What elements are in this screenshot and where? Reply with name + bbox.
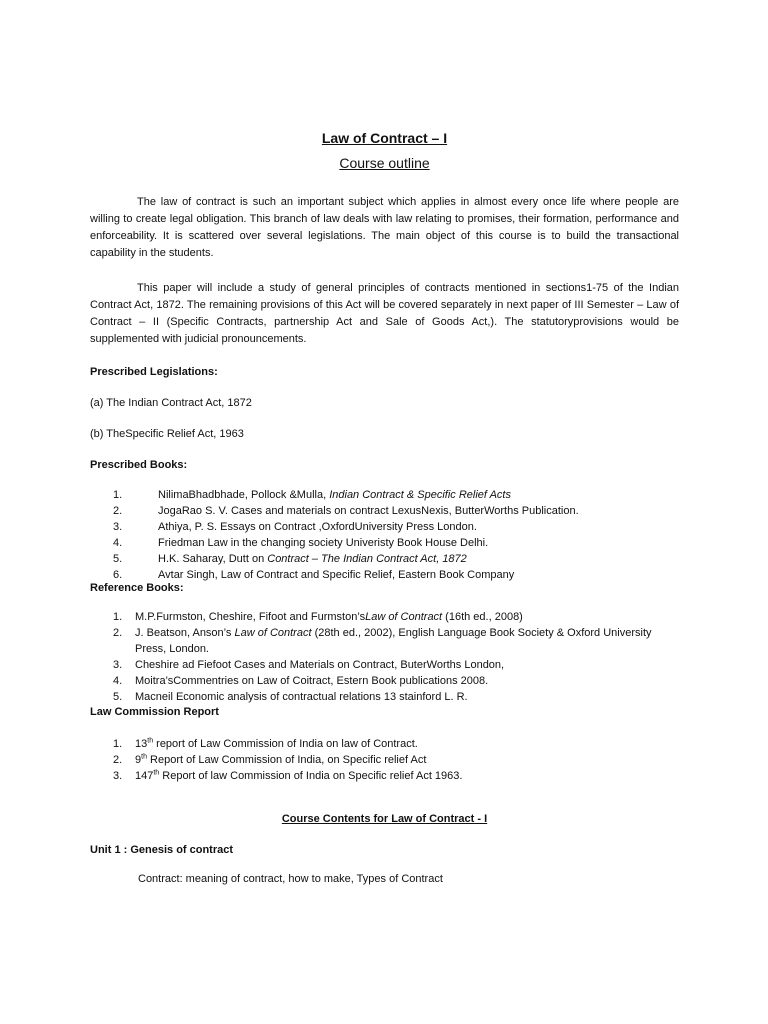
prescribed-book-item — [90, 487, 679, 503]
item-italic-title: Contract – The Indian Contract Act, 1872 — [267, 553, 467, 565]
item-text: H.K. Saharay, Dutt on — [158, 553, 268, 565]
list-number: 3. — [113, 659, 123, 671]
reference-books-list — [90, 609, 679, 705]
document-title: Law of Contract – I — [321, 130, 448, 146]
prescribed-book-item — [90, 503, 679, 519]
course-contents-heading: Course Contents for Law of Contract - I — [281, 813, 488, 825]
list-number: 3. — [113, 521, 123, 533]
item-text: M.P.Furmston, Cheshire, Fifoot and Furmston’s — [135, 611, 366, 623]
list-number: 4. — [113, 537, 123, 549]
reference-book-item — [90, 609, 679, 625]
legislations-heading: Prescribed Legislations: — [90, 366, 218, 378]
item-text: JogaRao S. V. Cases and materials on contract LexusNexis, ButterWorths Publication. — [158, 505, 579, 517]
report-number: 13 — [135, 738, 148, 750]
unit-content-line: Contract: meaning of contract, how to make, Types of Contract — [138, 873, 443, 885]
list-number: 2. — [113, 754, 123, 766]
list-number: 1. — [113, 611, 123, 623]
list-number: 6. — [113, 569, 123, 581]
legislation-item: (a) The Indian Contract Act, 1872 — [90, 397, 252, 409]
prescribed-books-heading: Prescribed Books: — [90, 459, 188, 471]
prescribed-book-item — [90, 519, 679, 535]
item-text: Athiya, P. S. Essays on Contract ,OxfordUniversity Press London. — [158, 521, 477, 533]
ordinal-suffix: th — [153, 769, 160, 777]
intro-paragraph-2: This paper will include a study of general principles of contracts mentioned in sections1-75 of the Indian Contract Act, 1872. The remaining provisions of this Act will be covered separately in next paper of III Semester – Law of Contract – II (Specific Contracts, partnership Act and Sale of Goods Act,). The statutoryprovisions would be supplemented with judicial pronouncements. — [90, 282, 679, 345]
item-text: Macneil Economic analysis of contractual relations 13 stainford L. R. — [135, 691, 468, 703]
list-number: 5. — [113, 553, 123, 565]
report-number: 147 — [135, 770, 154, 782]
prescribed-books-list — [90, 487, 679, 583]
item-text: report of Law Commission of India on law of Contract. — [153, 738, 418, 750]
prescribed-book-item — [90, 551, 679, 567]
item-text: Report of Law Commission of India, on Specific relief Act — [146, 754, 427, 766]
list-number: 5. — [113, 691, 123, 703]
list-number: 2. — [113, 627, 123, 639]
law-commission-heading: Law Commission Report — [90, 706, 219, 718]
item-text: Cheshire ad Fiefoot Cases and Materials on Contract, ButerWorths London, — [135, 659, 505, 671]
item-text: (16th ed., 2008) — [442, 611, 523, 623]
item-italic-title: Indian Contract & Specific Relief Acts — [329, 489, 511, 501]
list-number: 1. — [113, 489, 123, 501]
legislation-item: (b) TheSpecific Relief Act, 1963 — [90, 428, 244, 440]
prescribed-book-item — [90, 567, 679, 583]
reference-book-item — [90, 657, 679, 673]
item-text: J. Beatson, Anson’s — [135, 627, 235, 639]
item-italic-title: Law of Contract — [234, 627, 312, 639]
ordinal-suffix: th — [141, 753, 147, 761]
list-number: 4. — [113, 675, 123, 687]
item-italic-title: Law of Contract — [365, 611, 443, 623]
reference-books-heading: Reference Books: — [90, 582, 184, 594]
list-number: 3. — [113, 770, 123, 782]
reference-book-item — [90, 673, 679, 689]
reference-book-item — [90, 689, 679, 705]
law-commission-item — [90, 752, 679, 768]
law-commission-item — [90, 768, 679, 784]
reference-book-item — [90, 625, 679, 657]
item-text: NilimaBhadbhade, Pollock &Mulla, — [158, 489, 330, 501]
item-text: Friedman Law in the changing society Univeristy Book House Delhi. — [158, 537, 489, 549]
intro-paragraph-1: The law of contract is such an important subject which applies in almost every once life where people are willing to create legal obligation. This branch of law deals with law relating to promises, their formation, performance and enforceability. It is scattered over several legislations. The main object of this course is to build the transactional capability in the students. — [90, 196, 679, 259]
prescribed-book-item — [90, 535, 679, 551]
law-commission-item — [90, 736, 679, 752]
item-text: Report of law Commission of India on Specific relief Act 1963. — [159, 770, 463, 782]
report-number: 9 — [135, 754, 142, 766]
item-text: Avtar Singh, Law of Contract and Specific Relief, Eastern Book Company — [158, 569, 515, 581]
law-commission-list — [90, 736, 679, 784]
item-text: (28th ed., 2002), English Language Book Society & Oxford University Press, London. — [135, 627, 652, 655]
document-subtitle: Course outline — [339, 155, 430, 171]
list-number: 1. — [113, 738, 123, 750]
ordinal-suffix: th — [147, 737, 154, 745]
item-text: Moitra’sCommentries on Law of Coitract, Estern Book publications 2008. — [135, 675, 489, 687]
list-number: 2. — [113, 505, 123, 517]
unit-heading: Unit 1 : Genesis of contract — [90, 844, 234, 856]
